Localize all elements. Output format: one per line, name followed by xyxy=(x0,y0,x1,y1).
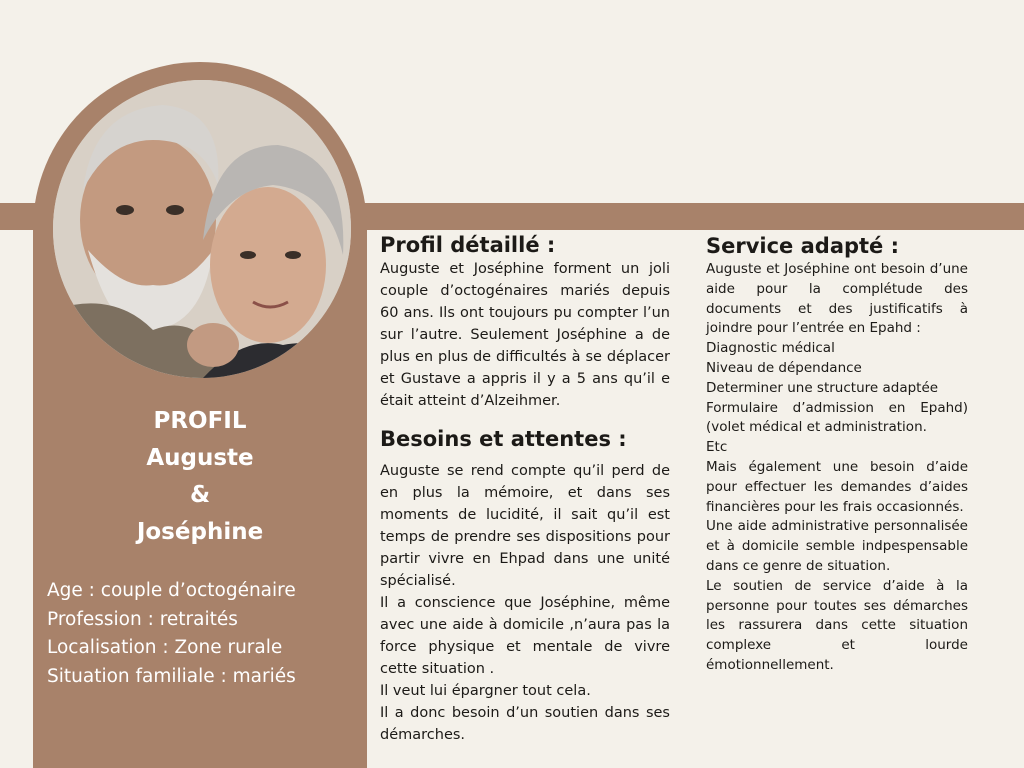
service-line: Diagnostic médical xyxy=(706,340,835,357)
service-line: Niveau de dépendance xyxy=(706,359,862,376)
service-line: Une aide administrative personnalisée et à domicile semble indpespensable dans ce genre de situation. xyxy=(706,518,968,574)
service-line: Mais également une besoin d’aide pour effectuer les demandes d’aides financières pour les frais occasionnés. xyxy=(706,458,968,515)
needs-paragraph: Il a donc besoin d’un soutien dans ses démarches. xyxy=(380,705,670,743)
service-heading: Service adapté : xyxy=(706,234,900,258)
needs-paragraph: Auguste se rend compte qu’il perd de en plus la mémoire, et dans ses moments de lucidité, il sait qu’il est temps de prendre ses dispositions pour partir vivre en Ehpad dans une unité spécialisé. xyxy=(380,463,670,589)
service-line: Determiner une structure adaptée xyxy=(706,379,939,396)
fact-age: Age : couple d’octogénaire xyxy=(47,580,296,601)
fact-family-situation: Situation familiale : mariés xyxy=(47,665,296,687)
fact-location: Localisation : Zone rurale xyxy=(47,637,283,658)
profile-title-line: PROFIL xyxy=(153,408,247,434)
profile-title-line: Joséphine xyxy=(136,519,264,545)
service-line: Etc xyxy=(706,439,728,456)
service-body xyxy=(706,260,968,676)
service-line: Auguste et Joséphine ont besoin d’une aide pour la complétude des documents et des justificatifs à joindre pour l’entrée en Epahd : xyxy=(706,261,968,337)
profile-title xyxy=(33,403,367,551)
profile-facts xyxy=(47,577,367,691)
profile-title-line: & xyxy=(189,482,211,508)
service-line: Le soutien de service d’aide à la personne pour toutes ses démarches les rassurera dans cette situation complexe et lourde émotionnellement. xyxy=(706,577,968,673)
middle-column xyxy=(380,232,670,746)
detailed-profile-heading: Profil détaillé : xyxy=(380,233,556,257)
right-column xyxy=(706,232,968,676)
profile-title-line: Auguste xyxy=(146,445,254,471)
detailed-profile-text: Auguste et Joséphine forment un joli couple d’octogénaires mariés depuis 60 ans. Ils ont toujours pu compter l’un sur l’autre. Seulement Joséphine a de plus en plus de difficultés à se déplacer et Gustave a appris il y a 5 ans qu’il e était atteint d’Alzeihmer. xyxy=(380,261,670,409)
service-line: Formulaire d’admission en Epahd) (volet médical et administration. xyxy=(706,399,968,436)
fact-profession: Profession : retraités xyxy=(47,608,238,630)
couple-photo-illustration xyxy=(53,80,351,378)
needs-paragraph: Il veut lui épargner tout cela. xyxy=(380,683,591,699)
needs-heading: Besoins et attentes : xyxy=(380,427,627,451)
needs-paragraph: Il a conscience que Joséphine, même avec une aide à domicile ,n’aura pas la force physique et mentale de vivre cette situation . xyxy=(380,595,670,677)
couple-photo xyxy=(53,80,351,378)
